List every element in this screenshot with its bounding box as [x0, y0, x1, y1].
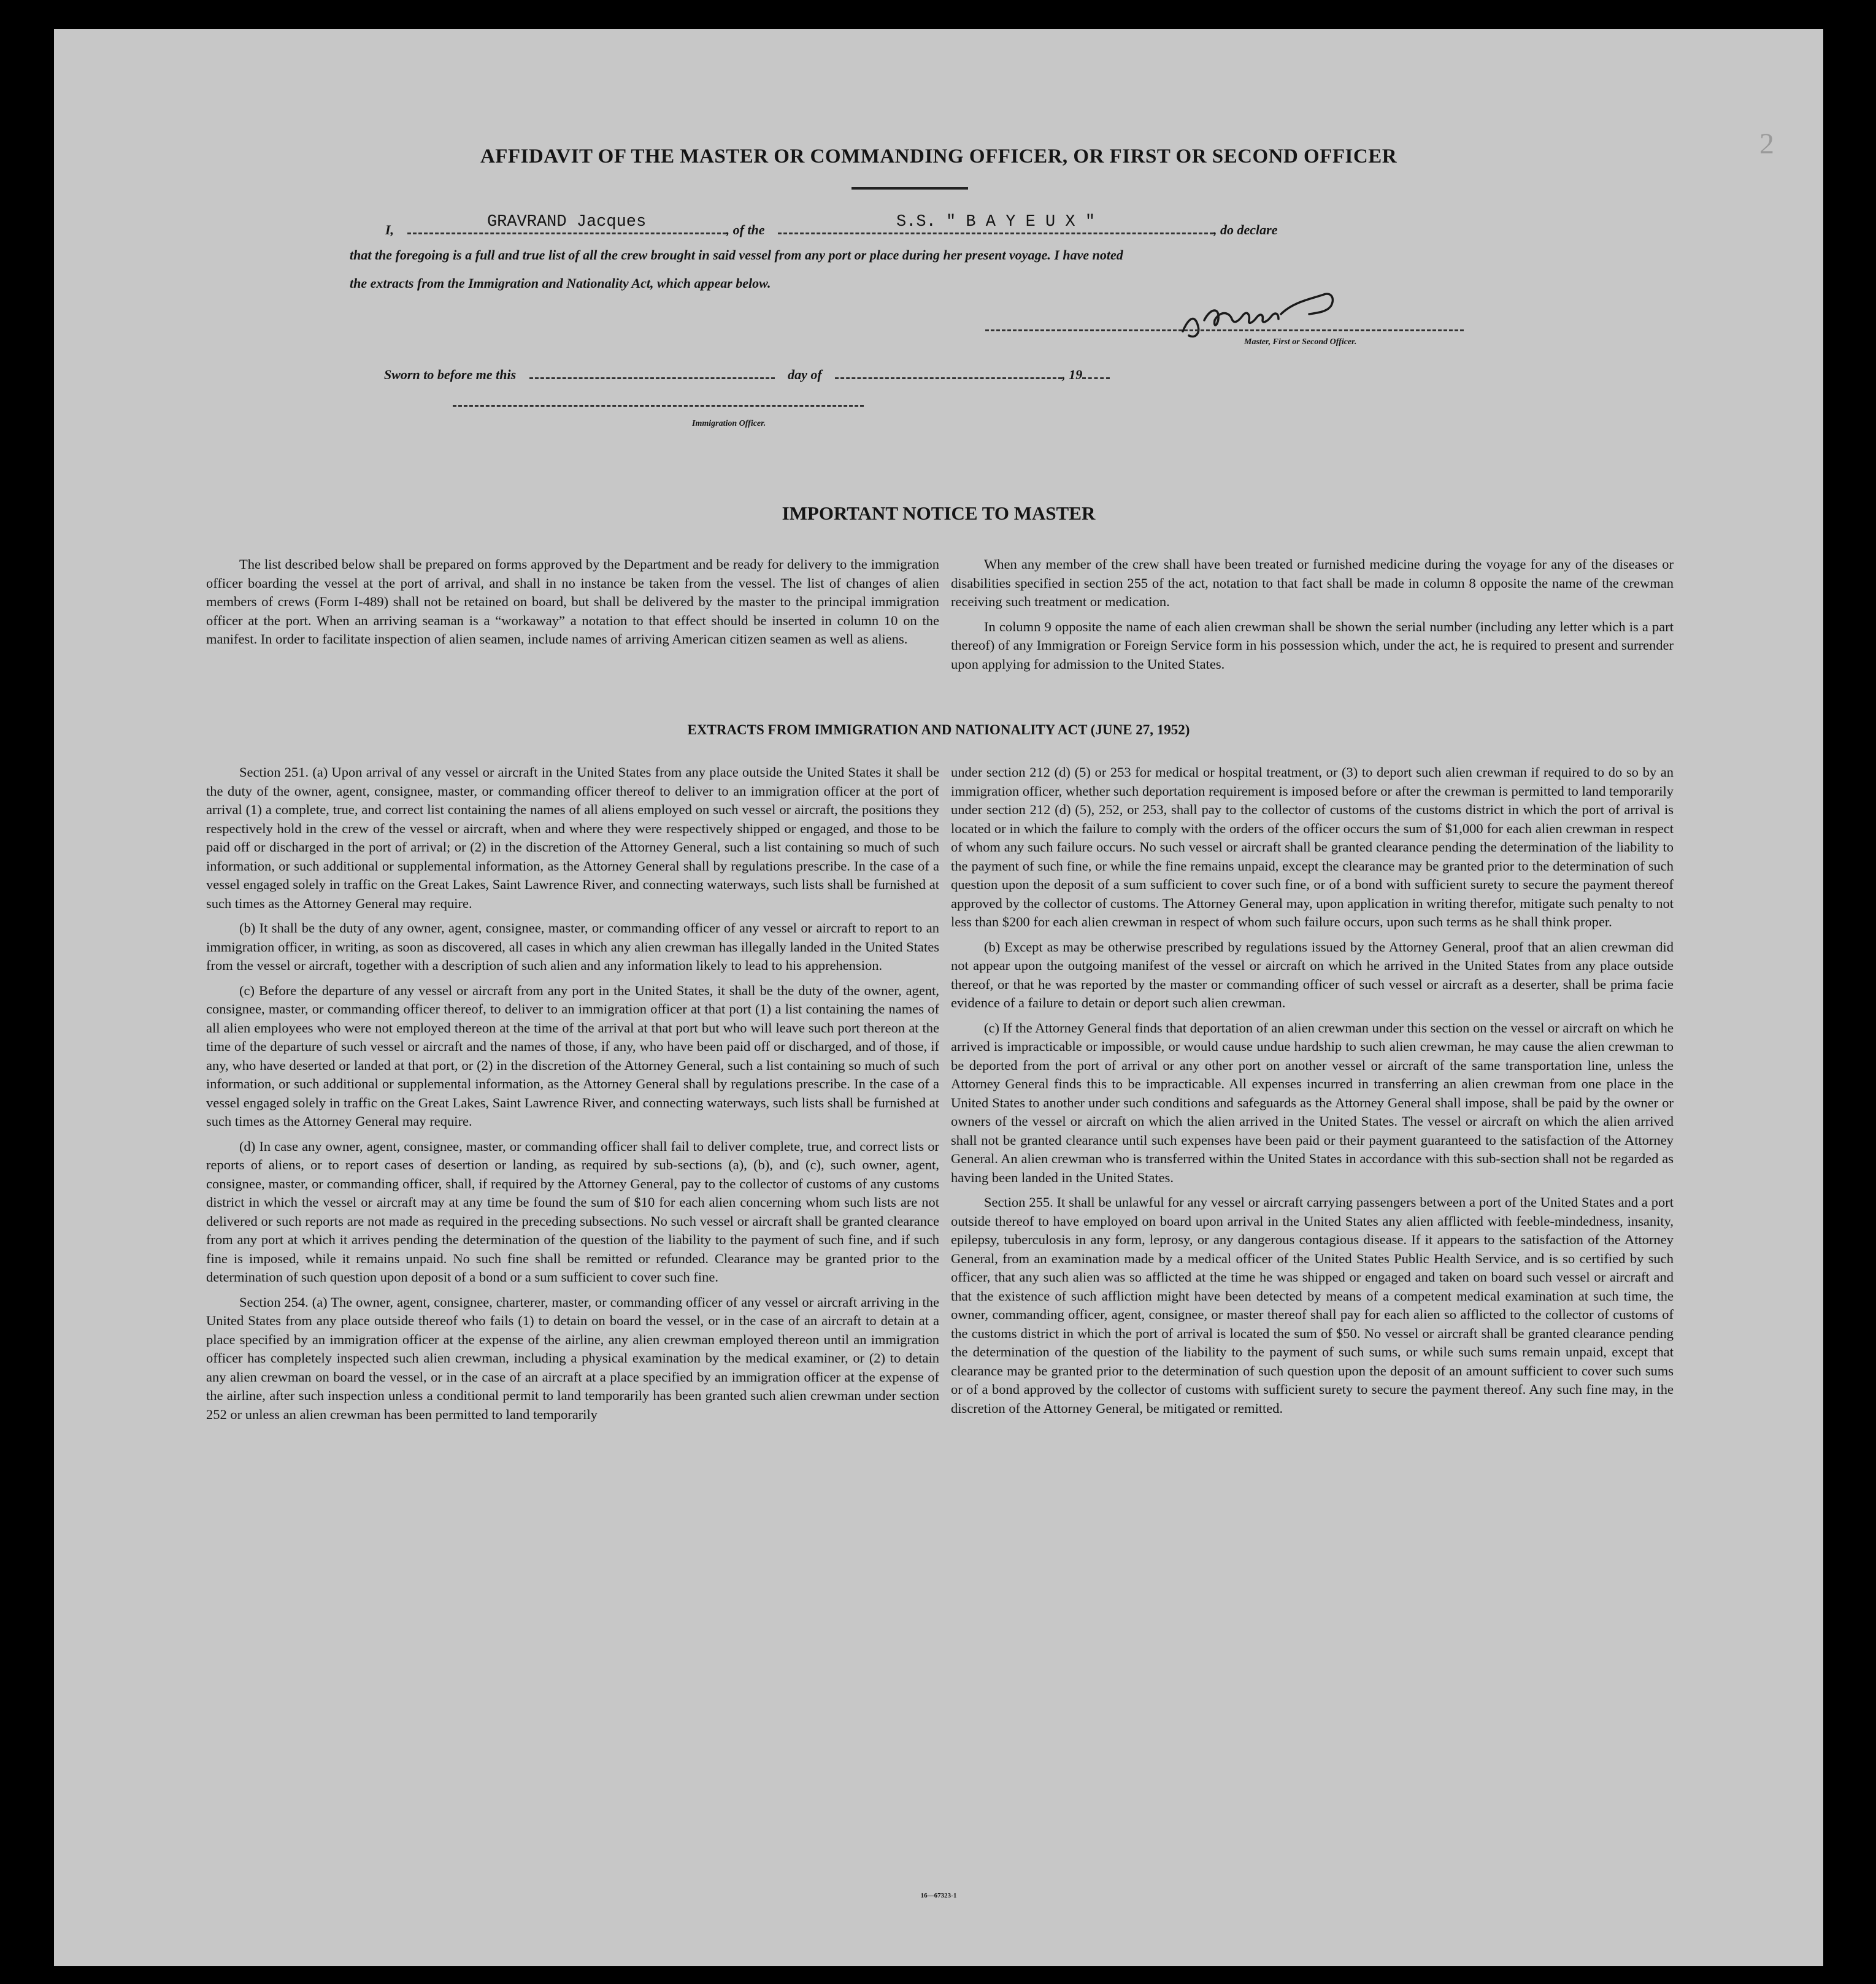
- signature-line: [985, 329, 1464, 331]
- notice-right-paragraph-1: When any member of the crew shall have been treated or furnished medicine during the voyage for any of the diseases or disabilities specified in section 255 of the act, notation to that fact shall be made in column 8 opposite the name of the crewman receiving such treatment or medication.: [951, 556, 1674, 609]
- sworn-year-field[interactable]: [1082, 364, 1110, 379]
- sworn-day-field[interactable]: [529, 364, 775, 379]
- officer-signature: [1171, 283, 1355, 345]
- extracts-right-column: [951, 763, 1674, 1424]
- declaration-line: [385, 213, 1278, 238]
- vessel-name-field[interactable]: [778, 213, 1213, 234]
- section-251-d: (d) In case any owner, agent, consignee, master, or commanding officer shall fail to deliver complete, true, and correct lists or reports of aliens, or to report cases of desertion or landing, as required by sub-sections (a), (b), and (c), such owner, agent, consignee, master, or commanding officer, shall, if required by the Attorney General, pay to the collector of customs of any customs district in which the vessel or aircraft may at any time be found the sum of $10 for each alien concerning whom such lists are not delivered or such reports are not made as required in the preceding subsections. No such vessel or aircraft shall be granted clearance from any port at which it arrives pending the determination of the question of the liability to the payment of such fine, and if such fine is imposed, while it remains unpaid. No such fine shall be remitted or refunded. Clearance may be granted prior to the determination of such question upon deposit of a bond or a sum sufficient to cover such fine.: [206, 1138, 939, 1285]
- declaration-line-1: that the foregoing is a full and true list of all the crew brought in said vessel from any port or place during her present voyage. I have noted: [350, 247, 1123, 263]
- year-label: , 19: [1062, 367, 1083, 382]
- section-251-c: (c) Before the departure of any vessel or aircraft from any port in the United States, it shall be the duty of the owner, agent, consignee, master, or commanding officer thereof, to deliver to an immigration officer at that port (1) a list containing the names of all alien employees who were not employed thereon at the time of the arrival at that port but who will leave such port thereon at the time of the departure of such vessel or aircraft and the names of those, if any, who have been paid off or discharged, and of those, if any, who have deserted or landed at that port, or (2) in the discretion of the Attorney General, such a list containing so much of such information, or such additional or supplemental information, as the Attorney General shall by regulations prescribe. In the case of a vessel engaged solely in traffic on the Great Lakes, Saint Lawrence River, and connecting waterways, such lists shall be furnished at such times as the Attorney General may require.: [206, 982, 939, 1129]
- notice-title: IMPORTANT NOTICE TO MASTER: [782, 502, 1096, 524]
- section-251-b: (b) It shall be the duty of any owner, agent, consignee, master, or commanding officer of any vessel or aircraft to report to an immigration officer, in writing, as soon as discovered, all cases in which any alien crewman has illegally landed in the United States from the vessel or aircraft, together with a description of such alien and any information likely to lead to his apprehension.: [206, 920, 939, 973]
- of-the-label: , of the: [726, 222, 765, 237]
- immigration-officer-caption: Immigration Officer.: [692, 419, 766, 428]
- extracts-title: EXTRACTS FROM IMMIGRATION AND NATIONALITY ACT (JUNE 27, 1952): [687, 722, 1190, 737]
- sworn-label: Sworn to before me this: [384, 367, 517, 382]
- section-254-b: (b) Except as may be otherwise prescribed by regulations issued by the Attorney General, proof that an alien crewman did not appear upon the outgoing manifest of the vessel or aircraft on which he arrived in the United States from any place outside thereof, or that he was reported by the master or commanding officer of such vessel or aircraft as a deserter, shall be prima facie evidence of a failure to detain or deport such alien crewman.: [951, 939, 1674, 1010]
- document-page: [54, 29, 1823, 1966]
- section-254-c: (c) If the Attorney General finds that deportation of an alien crewman under this section on the vessel or aircraft on which he arrived is impracticable or impossible, or would cause undue hardship to such alien crewman, he may cause the alien crewman to be deported from the port of arrival or any other port on another vessel or aircraft of the same transportation line, unless the Attorney General finds this to be impracticable. All expenses incurred in transferring an alien crewman from one place in the United States to another under such conditions and safeguards as the Attorney General shall impose, shall be paid by the owner or owners of the vessel or aircraft on which the alien arrived in the United States. The vessel or aircraft on which the alien arrived shall not be granted clearance until such expenses have been paid or their payment guaranteed to the satisfaction of the Attorney General. An alien crewman who is transferred within the United States in accordance with this sub-section shall not be regarded as having been landed in the United States.: [951, 1020, 1674, 1185]
- form-number: 16—67323-1: [920, 1892, 957, 1899]
- immigration-officer-line: [453, 405, 864, 407]
- signature-caption: Master, First or Second Officer.: [1244, 337, 1357, 347]
- declare-label: , do declare: [1213, 222, 1278, 237]
- declaration-line-2: the extracts from the Immigration and Nationality Act, which appear below.: [350, 275, 771, 291]
- notice-left-column: [206, 555, 939, 655]
- notice-left-paragraph: The list described below shall be prepared on forms approved by the Department and be ready for delivery to the immigration officer boarding the vessel at the port of arrival, and shall in no instance be taken from the vessel. The list of changes of alien members of crews (Form I-489) shall not be retained on board, but shall be delivered by the master to the principal immigration officer at the port. When an arriving seaman is a “workaway” a notation to that effect should be inserted in column 10 on the manifest. In order to facilitate inspection of alien seamen, include names of arriving American citizen seamen as well as aliens.: [206, 556, 939, 647]
- title-divider: [852, 187, 968, 190]
- section-255: Section 255. It shall be unlawful for any vessel or aircraft carrying passengers between a port of the United States and a port outside thereof to have employed on board upon arrival in the United States any alien afflicted with feeble-mindedness, insanity, epilepsy, tuberculosis in any form, leprosy, or any dangerous contagious disease. If it appears to the satisfaction of the Attorney General, from an examination made by a medical officer of the United States Public Health Service, and is so certified by such officer, that any such alien was so afflicted at the time he was shipped or engaged and taken on board such vessel or aircraft and that the existence of such affliction might have been detected by means of a competent medical examination at such time, the owner, commanding officer, agent, consignee, or master thereof shall pay for each alien so afflicted to the collector of customs of the customs district in which the port of arrival is located the sum of $50. No vessel or aircraft shall be granted clearance pending the determination of the question of the liability to the payment of such sums, or while such sums remain unpaid, except that clearance may be granted prior to the determination of such question upon the deposit of an amount sufficient to cover such sums or of a bond approved by the collector of customs with sufficient surety to secure the payment thereof. Any such fine may, in the discretion of the Attorney General, be mitigated or remitted.: [951, 1194, 1674, 1416]
- section-254-a-continued: under section 212 (d) (5) or 253 for medical or hospital treatment, or (3) to deport such alien crewman if required to do so by an immigration officer, whether such deportation requirement is imposed before or after the crewman is permitted to land temporarily under section 212 (d) (5), 252, or 253, shall pay to the collector of customs of the customs district in which the port of arrival is located or in which the failure to comply with the orders of the officer occurs the sum of $1,000 for each alien crewman in respect of whom any such failure occurs. No such vessel or aircraft shall be granted clearance pending the determination of the liability to the payment of such fine, or while the fine remains unpaid, except the clearance may be granted prior to the determination of such question upon the deposit of a sum sufficient to cover such fine, or of a bond with sufficient surety to secure the payment thereof approved by the collector of customs. The Attorney General may, upon application in writing therefor, mitigate such penalty to not less than $200 for each alien crewman in respect of whom such failure occurs, upon such terms as he shall think proper.: [951, 764, 1674, 929]
- extracts-left-column: [206, 763, 939, 1430]
- sworn-line: [384, 364, 1110, 383]
- section-251-a: Section 251. (a) Upon arrival of any vessel or aircraft in the United States from any place outside the United States it shall be the duty of the owner, agent, consignee, master, or commanding officer thereof to deliver to an immigration officer at the port of arrival (1) a complete, true, and correct list containing the names of all aliens employed on such vessel or aircraft, the positions they respectively hold in the crew of the vessel or aircraft, when and where they were respectively shipped or engaged, and those to be paid off or discharged in the port of arrival; or (2) in the discretion of the Attorney General, such a list containing so much of such information, or such additional or supplemental information, as the Attorney General shall by regulations prescribe. In the case of a vessel engaged solely in traffic on the Great Lakes, Saint Lawrence River, and connecting waterways, such lists shall be furnished at such times as the Attorney General may require.: [206, 764, 939, 911]
- i-label: I,: [385, 222, 394, 237]
- vessel-name-value: S.S. " B A Y E U X ": [896, 213, 1096, 231]
- section-254-a: Section 254. (a) The owner, agent, consignee, charterer, master, or commanding officer of any vessel or aircraft arriving in the United States from any place outside thereof who fails (1) to detain on board the vessel, or in the case of an aircraft to detain at a place specified by an immigration officer at the expense of the airline, any alien crewman employed thereon until an immigration officer has completely inspected such alien crewman, including a physical examination by the medical examiner, or (2) to detain any alien crewman on board the vessel, or in the case of an aircraft at a place specified by an immigration officer at the expense of the airline, after such inspection unless a conditional permit to land temporarily has been granted such alien crewman under section 252 or unless an alien crewman has been permitted to land temporarily: [206, 1294, 939, 1422]
- officer-name-value: GRAVRAND Jacques: [486, 213, 647, 231]
- day-of-label: day of: [788, 367, 822, 382]
- officer-name-field[interactable]: [407, 213, 726, 234]
- sworn-month-field[interactable]: [835, 364, 1062, 379]
- page-number-mark: 2: [1759, 128, 1774, 160]
- affidavit-title: AFFIDAVIT OF THE MASTER OR COMMANDING OFFICER, OR FIRST OR SECOND OFFICER: [480, 145, 1397, 167]
- notice-right-paragraph-2: In column 9 opposite the name of each alien crewman shall be shown the serial number (including any letter which is a part thereof) of any Immigration or Foreign Service form in his possession which, under the act, he is required to present and surrender upon applying for admission to the United States.: [951, 618, 1674, 672]
- notice-right-column: [951, 555, 1674, 680]
